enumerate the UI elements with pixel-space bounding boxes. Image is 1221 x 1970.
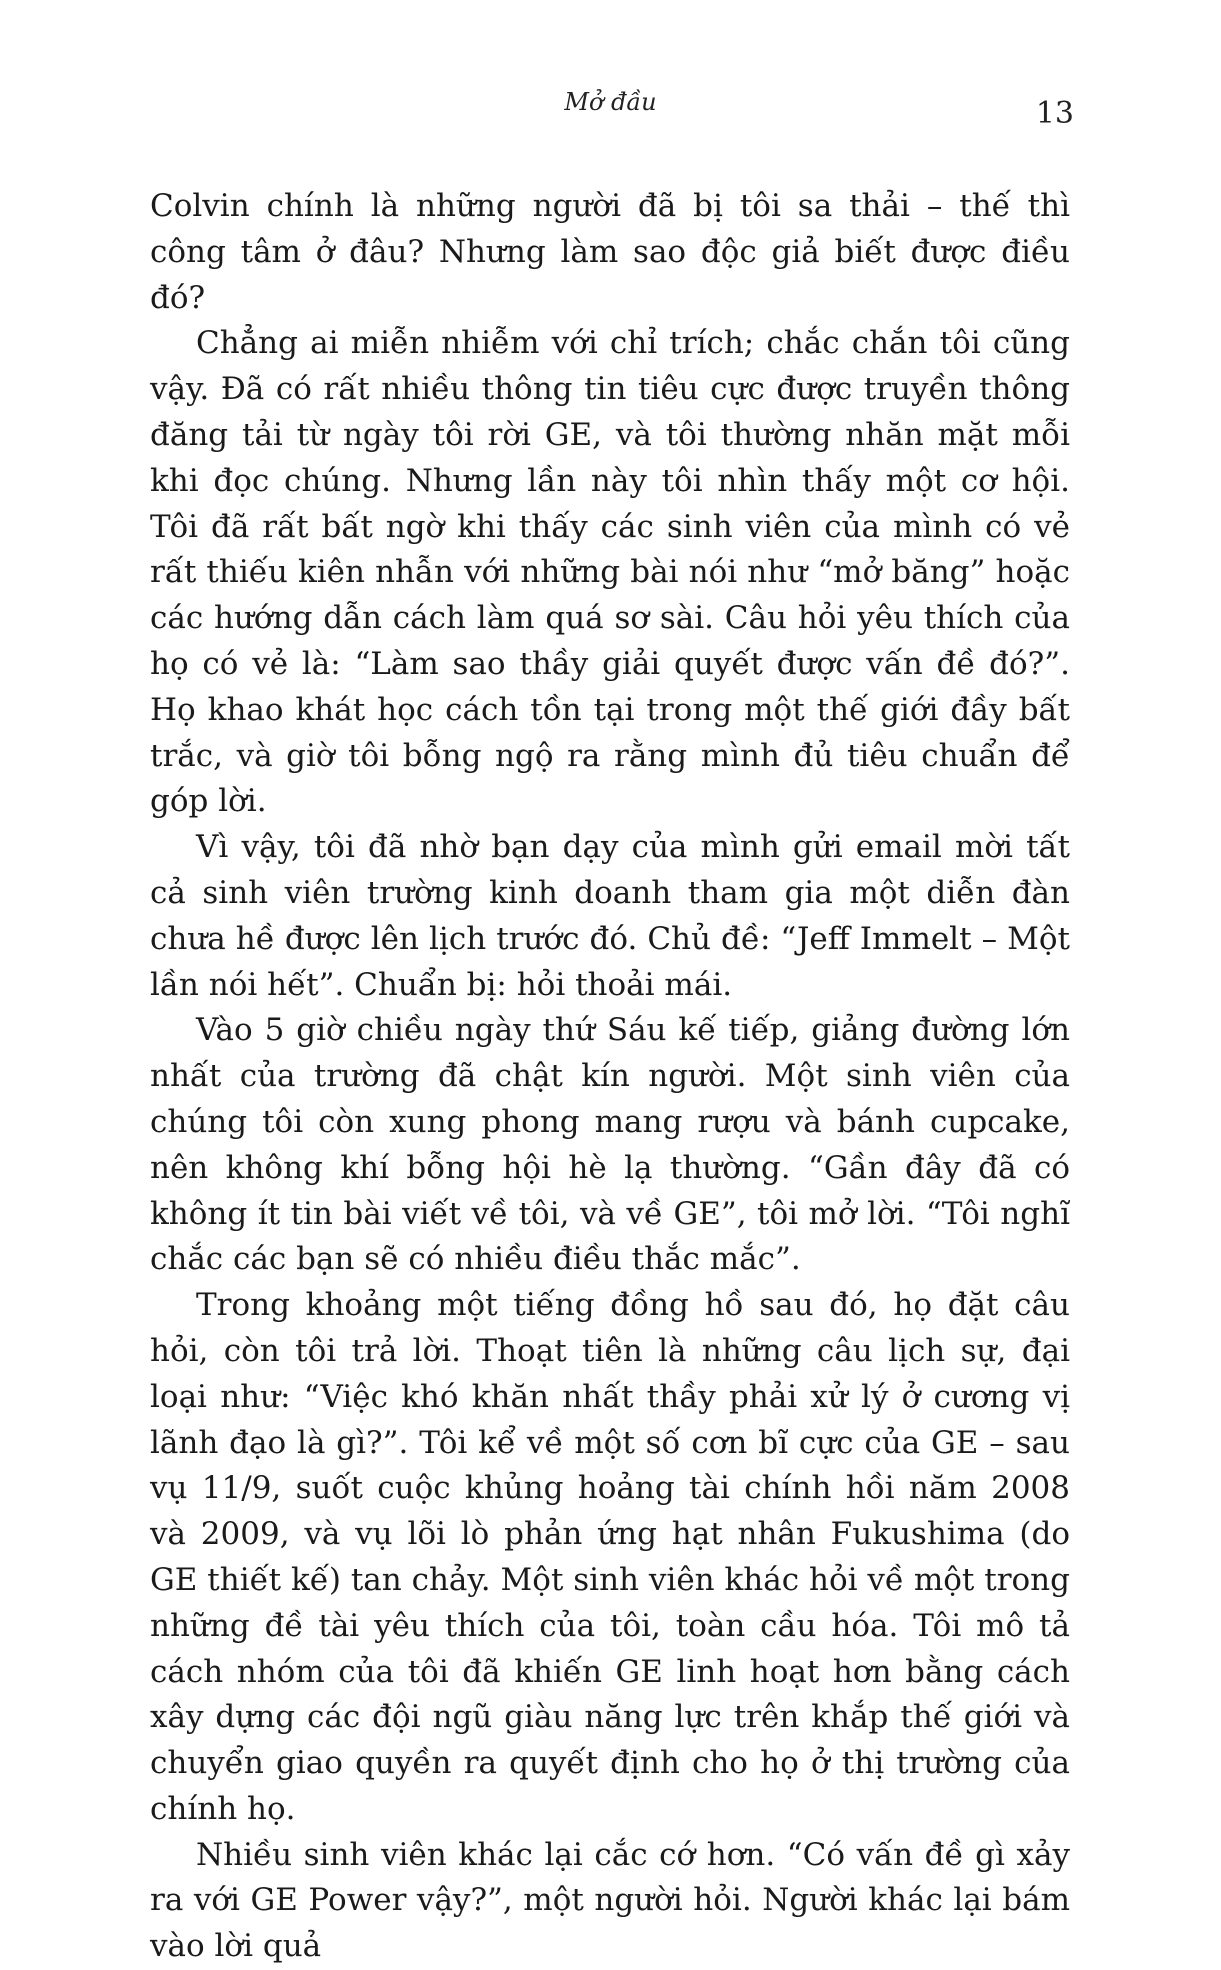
paragraph: Vào 5 giờ chiều ngày thứ Sáu kế tiếp, giảng đường lớn nhất của trường đã chật kín người. Một sinh viên của chúng tôi còn xung phong mang rượu và bánh cupcake, nên không khí bỗng hội hè lạ thường. “Gần đây đã có không ít tin bài viết về tôi, và về GE”, tôi mở lời. “Tôi nghĩ chắc các bạn sẽ có nhiều điều thắc mắc”.	[150, 1012, 1070, 1278]
paragraph: Vì vậy, tôi đã nhờ bạn dạy của mình gửi email mời tất cả sinh viên trường kinh doanh tham gia một diễn đàn chưa hề được lên lịch trước đó. Chủ đề: “Jeff Immelt – Một lần nói hết”. Chuẩn bị: hỏi thoải mái.	[150, 829, 1070, 1003]
page-number: 13	[1035, 96, 1074, 131]
running-header: Mở đầu	[564, 88, 657, 116]
paragraph: Chẳng ai miễn nhiễm với chỉ trích; chắc chắn tôi cũng vậy. Đã có rất nhiều thông tin tiêu cực được truyền thông đăng tải từ ngày tôi rời GE, và tôi thường nhăn mặt mỗi khi đọc chúng. Nhưng lần này tôi nhìn thấy một cơ hội. Tôi đã rất bất ngờ khi thấy các sinh viên của mình có vẻ rất thiếu kiên nhẫn với những bài nói như “mở băng” hoặc các hướng dẫn cách làm quá sơ sài. Câu hỏi yêu thích của họ có vẻ là: “Làm sao thầy giải quyết được vấn đề đó?”. Họ khao khát học cách tồn tại trong một thế giới đầy bất trắc, và giờ tôi bỗng ngộ ra rằng mình đủ tiêu chuẩn để góp lời.	[150, 325, 1070, 820]
paragraph: Colvin chính là những người đã bị tôi sa thải – thế thì công tâm ở đâu? Nhưng làm sao độc giả biết được điều đó?	[150, 188, 1070, 316]
paragraph: Nhiều sinh viên khác lại cắc cớ hơn. “Có vấn đề gì xảy ra với GE Power vậy?”, một người hỏi. Người khác lại bám vào lời quả	[150, 1836, 1070, 1965]
body-text	[150, 184, 1070, 1970]
paragraph: Trong khoảng một tiếng đồng hồ sau đó, họ đặt câu hỏi, còn tôi trả lời. Thoạt tiên là những câu lịch sự, đại loại như: “Việc khó khăn nhất thầy phải xử lý ở cương vị lãnh đạo là gì?”. Tôi kể về một số cơn bĩ cực của GE – sau vụ 11/9, suốt cuộc khủng hoảng tài chính hồi năm 2008 và 2009, và vụ lõi lò phản ứng hạt nhân Fukushima (do GE thiết kế) tan chảy. Một sinh viên khác hỏi về một trong những đề tài yêu thích của tôi, toàn cầu hóa. Tôi mô tả cách nhóm của tôi đã khiến GE linh hoạt hơn bằng cách xây dựng các đội ngũ giàu năng lực trên khắp thế giới và chuyển giao quyền ra quyết định cho họ ở thị trường của chính họ.	[150, 1287, 1070, 1827]
